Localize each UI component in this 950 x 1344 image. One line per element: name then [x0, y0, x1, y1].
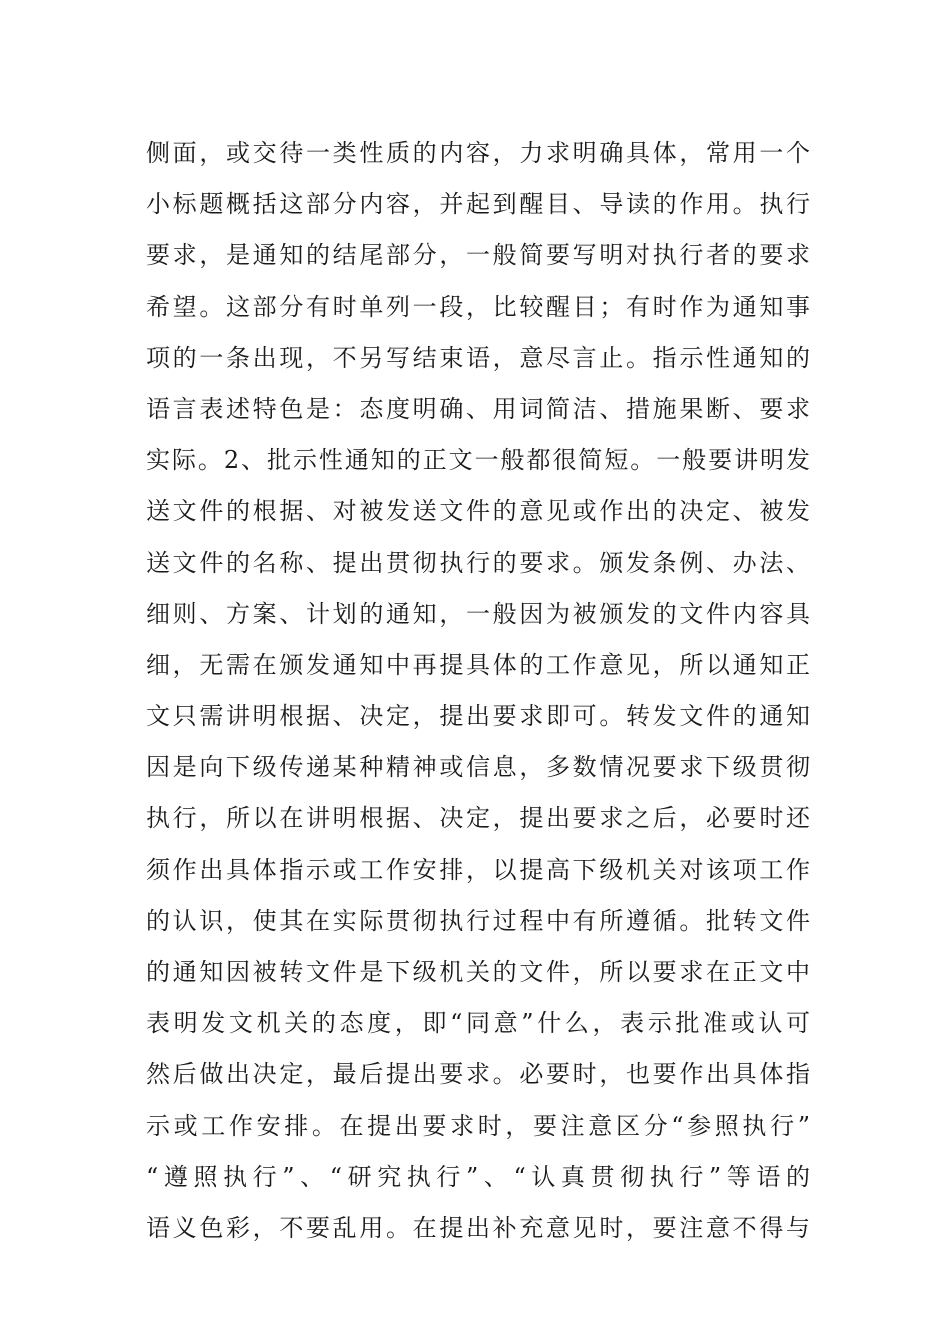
- text-line-9: 送文件的名称、提出贯彻执行的要求。颁发条例、办法、: [146, 548, 810, 577]
- text-line-2: 小标题概括这部分内容，并起到醒目、导读的作用。执行: [146, 190, 810, 219]
- text-line-20: 示或工作安排。在提出要求时，要注意区分“参照执行”: [146, 1111, 810, 1140]
- text-line-6: 语言表述特色是：态度明确、用词简洁、措施果断、要求: [146, 394, 810, 423]
- text-line-7: 实际。2、批示性通知的正文一般都很简短。一般要讲明发: [146, 446, 810, 475]
- text-line-16: 的认识，使其在实际贯彻执行过程中有所遵循。批转文件: [146, 906, 810, 935]
- text-line-12: 文只需讲明根据、决定，提出要求即可。转发文件的通知: [146, 702, 810, 731]
- text-line-13: 因是向下级传递某种精神或信息，多数情况要求下级贯彻: [146, 753, 810, 782]
- text-line-15: 须作出具体指示或工作安排，以提高下级机关对该项工作: [146, 855, 810, 884]
- text-line-8: 送文件的根据、对被发送文件的意见或作出的决定、被发: [146, 497, 810, 526]
- text-line-1: 侧面，或交待一类性质的内容，力求明确具体，常用一个: [146, 139, 810, 167]
- text-line-18: 表明发文机关的态度，即“同意”什么，表示批准或认可: [146, 1009, 810, 1038]
- text-line-4: 希望。这部分有时单列一段，比较醒目；有时作为通知事: [146, 292, 810, 321]
- text-line-14: 执行，所以在讲明根据、决定，提出要求之后，必要时还: [146, 804, 810, 833]
- text-line-22: 语义色彩，不要乱用。在提出补充意见时，要注意不得与: [146, 1213, 810, 1242]
- text-line-19: 然后做出决定，最后提出要求。必要时，也要作出具体指: [146, 1060, 810, 1089]
- text-line-21: “遵照执行”、“研究执行”、“认真贯彻执行”等语的: [146, 1162, 810, 1191]
- text-line-11: 细，无需在颁发通知中再提具体的工作意见，所以通知正: [146, 650, 810, 679]
- body-text: [146, 128, 810, 1254]
- text-line-3: 要求，是通知的结尾部分，一般简要写明对执行者的要求: [146, 241, 810, 270]
- text-line-17: 的通知因被转文件是下级机关的文件，所以要求在正文中: [146, 958, 810, 986]
- text-line-5: 项的一条出现，不另写结束语，意尽言止。指示性通知的: [146, 343, 810, 372]
- text-line-10: 细则、方案、计划的通知，一般因为被颁发的文件内容具: [146, 599, 810, 628]
